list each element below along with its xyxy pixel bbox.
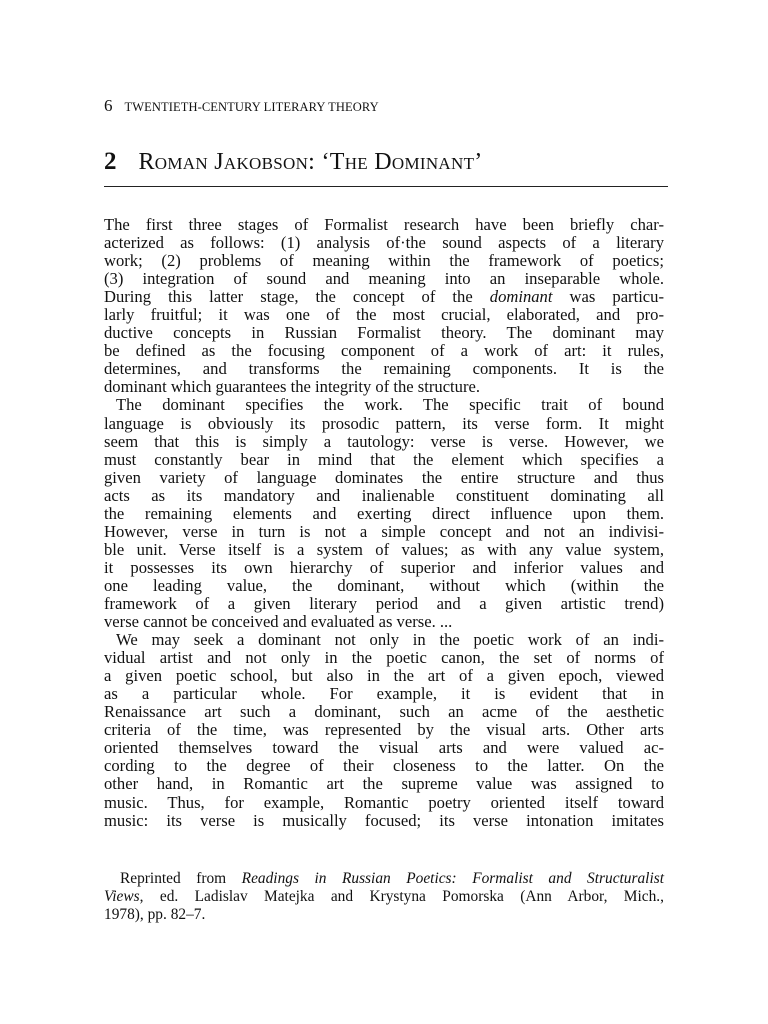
chapter-number: 2 (104, 148, 117, 175)
body-line: as a particular whole. For example, it is evident that in (104, 684, 664, 704)
body-line-segment: was particu- (552, 287, 664, 307)
body-line: work; (2) problems of meaning within the framework of poetics; (104, 251, 664, 271)
footnote-source-title: Readings in Russian Poetics: Formalist and Structuralist (241, 870, 665, 887)
chapter-heading (104, 148, 483, 176)
body-line: dominant which guarantees the integrity of the structure. (104, 377, 481, 397)
body-line-segment: During this latter stage, the concept of the (104, 287, 473, 307)
footnote-line (104, 870, 664, 888)
body-line: The first three stages of Formalist research have been briefly char- (104, 215, 664, 234)
footnote-source-title-end: Views (104, 888, 140, 905)
footnote-publication: , ed. Ladislav Matejka and Krystyna Pomorska (Ann Arbor, Mich., (139, 888, 664, 905)
body-text (104, 216, 664, 830)
body-line: larly fruitful; it was one of the most crucial, elaborated, and pro- (104, 305, 664, 325)
body-line: acts as its mandatory and inalienable constituent dominating all (104, 485, 664, 505)
emphasis-dominant: dominant (489, 287, 553, 307)
body-line: one leading value, the dominant, without which (within the (104, 575, 664, 595)
body-line: However, verse in turn is not a simple concept and not an indivisi- (104, 521, 664, 541)
body-line: Renaissance art such a dominant, such an acme of the aesthetic (104, 702, 664, 722)
body-line: given variety of language dominates the entire structure and thus (104, 467, 664, 487)
body-line: language is obviously its prosodic pattern, its verse form. It might (104, 413, 664, 433)
body-line: We may seek a dominant not only in the poetic work of an indi- (116, 630, 664, 650)
running-head-title: TWENTIETH-CENTURY LITERARY THEORY (124, 100, 379, 114)
heading-rule (104, 186, 668, 187)
page-number: 6 (104, 96, 113, 115)
body-line: the remaining elements and exerting direct influence upon them. (104, 503, 664, 523)
body-line: other hand, in Romantic art the supreme value was assigned to (104, 774, 664, 794)
body-line: criteria of the time, was represented by the visual arts. Other arts (104, 720, 664, 740)
source-footnote (104, 870, 664, 924)
chapter-title: Roman Jakobson: ‘The Dominant’ (138, 149, 483, 175)
footnote-line (104, 888, 664, 906)
footnote-line: 1978), pp. 82–7. (104, 906, 206, 923)
body-line: The dominant specifies the work. The specific trait of bound (116, 395, 664, 415)
body-line: verse cannot be conceived and evaluated as verse. ... (104, 612, 453, 632)
body-line: determines, and transforms the remaining components. It is the (104, 359, 664, 379)
body-line: ble unit. Verse itself is a system of values; as with any value system, (104, 539, 664, 559)
body-line: oriented themselves toward the visual arts and were valued ac- (104, 738, 664, 758)
body-line: (3) integration of sound and meaning into an inseparable whole. (104, 269, 664, 289)
body-line: must constantly bear in mind that the element which specifies a (104, 449, 664, 469)
footnote-prefix: Reprinted from (120, 870, 242, 887)
body-line: music: its verse is musically focused; its verse intonation imitates (104, 810, 664, 830)
body-line: music. Thus, for example, Romantic poetry oriented itself toward (104, 792, 664, 812)
body-line: a given poetic school, but also in the art of a given epoch, viewed (104, 666, 664, 686)
body-line: be defined as the focusing component of a work of art: it rules, (104, 341, 664, 361)
running-head (104, 96, 379, 116)
body-line: cording to the degree of their closeness to the latter. On the (104, 756, 664, 776)
body-line: acterized as follows: (1) analysis of·the sound aspects of a literary (104, 233, 664, 253)
body-line: ductive concepts in Russian Formalist theory. The dominant may (104, 323, 664, 343)
body-line: framework of a given literary period and a given artistic trend) (104, 593, 664, 613)
body-line: it possesses its own hierarchy of superior and inferior values and (104, 557, 664, 577)
body-line: seem that this is simply a tautology: verse is verse. However, we (104, 431, 664, 451)
body-line (104, 288, 664, 306)
body-line: vidual artist and not only in the poetic canon, the set of norms of (104, 648, 664, 668)
